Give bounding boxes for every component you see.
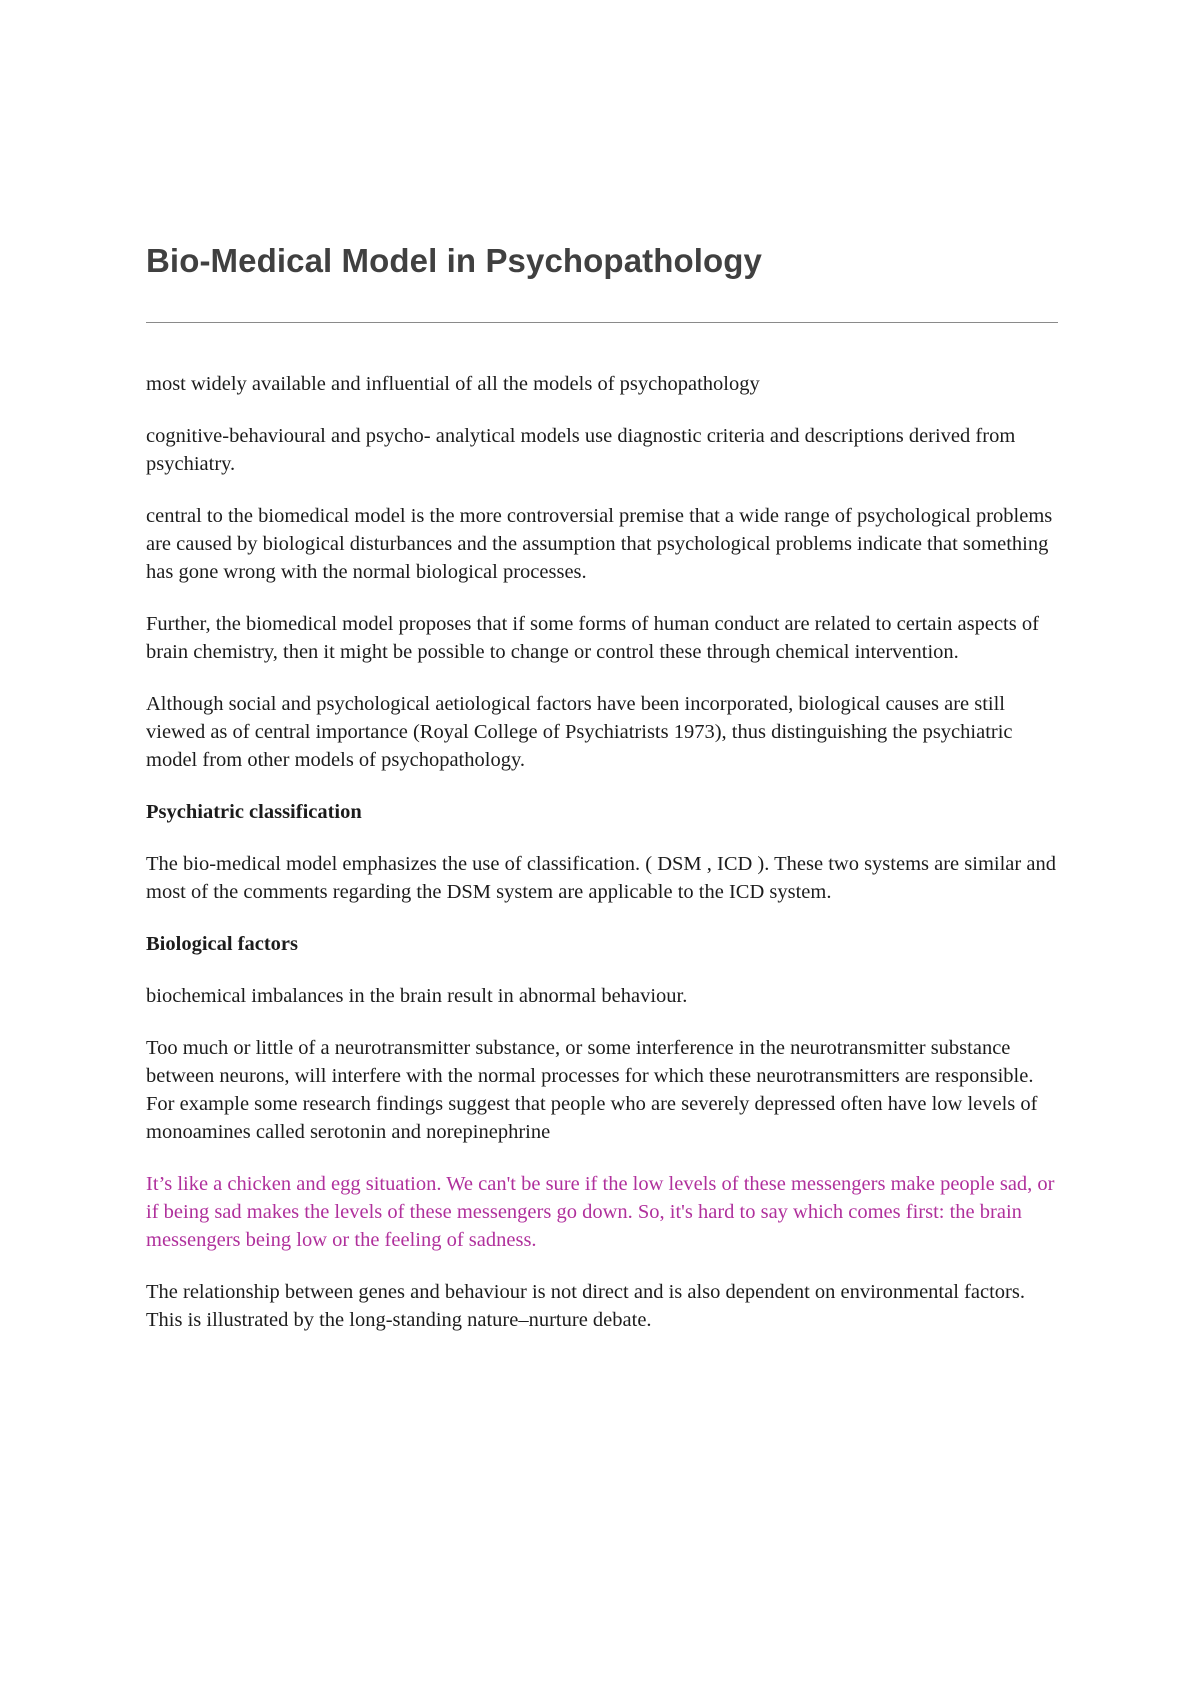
paragraph-cognitive-behavioural: cognitive-behavioural and psycho- analytical models use diagnostic criteria and descriptions derived from psychiatry. [146, 425, 1016, 475]
paragraph-chemical-intervention: Further, the biomedical model proposes that if some forms of human conduct are related to certain aspects of brain chemistry, then it might be possible to change or control these through chemical intervention. [146, 613, 1039, 663]
paragraph-neurotransmitters: Too much or little of a neurotransmitter substance, or some interference in the neurotransmitter substance between neurons, will interfere with the normal processes for which these neurotransmitters are responsible. For example some research findings suggest that people who are severely depressed often have low levels of monoamines called serotonin and norepinephrine [146, 1037, 1038, 1143]
heading-biological-factors: Biological factors [146, 933, 299, 955]
paragraph-aetiological-factors: Although social and psychological aetiological factors have been incorporated, biological causes are still viewed as of central importance (Royal College of Psychiatrists 1973), thus distinguishing the psychiatric model from other models of psychopathology. [146, 693, 1013, 771]
document-body [146, 370, 1066, 1358]
document-title: Bio-Medical Model in Psychopathology [146, 242, 762, 279]
highlighted-note: It’s like a chicken and egg situation. We can't be sure if the low levels of these messengers make people sad, or if being sad makes the levels of these messengers go down. So, it's hard to say which comes first: the brain messengers being low or the feeling of sadness. [146, 1173, 1055, 1251]
paragraph-biochemical-imbalances: biochemical imbalances in the brain result in abnormal behaviour. [146, 985, 688, 1007]
title-divider [146, 322, 1058, 323]
paragraph-intro: most widely available and influential of all the models of psychopathology [146, 373, 760, 395]
heading-psychiatric-classification: Psychiatric classification [146, 801, 362, 823]
paragraph-genes-behaviour: The relationship between genes and behaviour is not direct and is also dependent on environmental factors. This is illustrated by the long-standing nature–nurture debate. [146, 1281, 1025, 1331]
paragraph-classification: The bio-medical model emphasizes the use of classification. ( DSM , ICD ). These two systems are similar and most of the comments regarding the DSM system are applicable to the ICD system. [146, 853, 1056, 903]
paragraph-central-premise: central to the biomedical model is the more controversial premise that a wide range of psychological problems are caused by biological disturbances and the assumption that psychological problems indicate that something has gone wrong with the normal biological processes. [146, 505, 1053, 583]
